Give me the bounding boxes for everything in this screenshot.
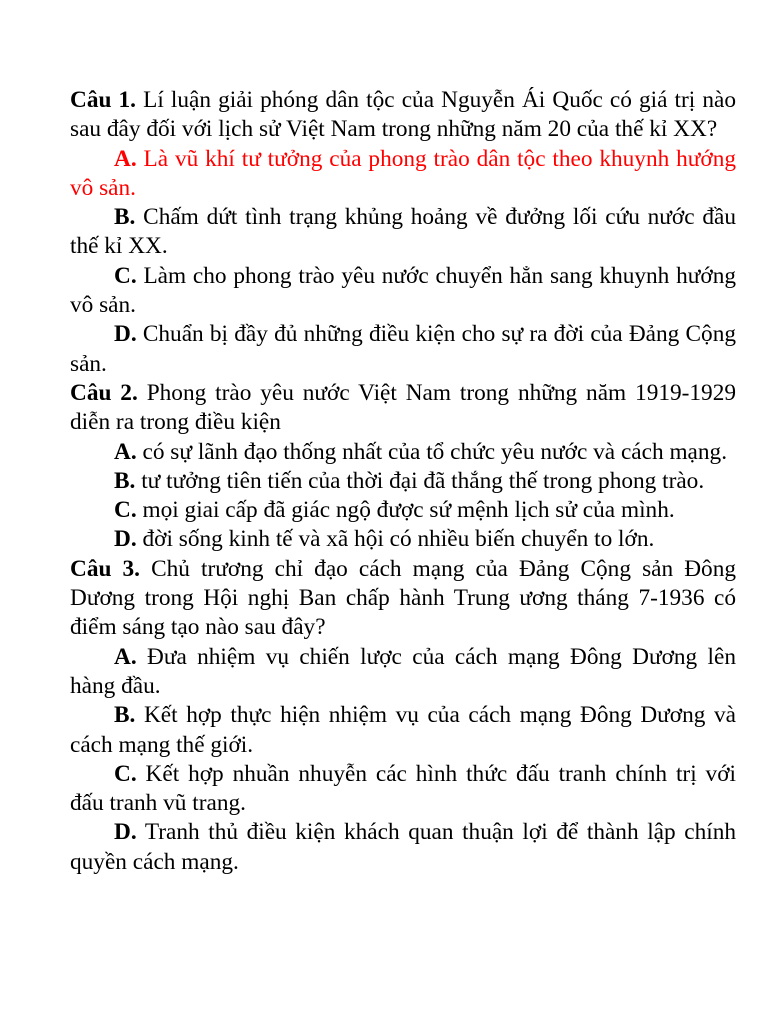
question-3-label: Câu 3. — [70, 555, 140, 582]
question-1-option-b — [70, 203, 736, 262]
option-letter: D. — [114, 819, 137, 846]
option-text: Đưa nhiệm vụ chiến lược của cách mạng Đông Dương lên hàng đầu. — [70, 643, 736, 699]
option-letter: A. — [114, 145, 137, 172]
option-text: mọi giai cấp đã giác ngộ được sứ mệnh lịch sử của mình. — [142, 497, 675, 524]
option-letter: A. — [114, 643, 137, 670]
option-text: tư tưởng tiên tiến của thời đại đã thắng thế trong phong trào. — [141, 467, 705, 494]
question-2-option-c — [70, 496, 736, 525]
question-1 — [70, 86, 736, 379]
option-letter: B. — [114, 204, 136, 231]
question-3-option-c — [70, 760, 736, 819]
option-text: Kết hợp thực hiện nhiệm vụ của cách mạng Đông Dương và cách mạng thế giới. — [70, 702, 736, 758]
question-3-stem — [70, 555, 736, 643]
option-letter: A. — [114, 438, 137, 465]
option-text: đời sống kinh tế và xã hội có nhiều biến chuyển to lớn. — [142, 526, 655, 553]
option-letter: C. — [114, 497, 137, 524]
option-letter: D. — [114, 321, 137, 348]
question-1-label: Câu 1. — [70, 87, 136, 113]
option-text: Kết hợp nhuần nhuyễn các hình thức đấu tranh chính trị với đấu tranh vũ trang. — [70, 760, 736, 817]
question-1-option-c — [70, 262, 736, 321]
question-2-stem — [70, 379, 736, 438]
option-text: Chuẩn bị đầy đủ những điều kiện cho sự ra đời của Đảng Cộng sản. — [70, 321, 737, 377]
option-letter: C. — [114, 760, 137, 787]
question-3 — [70, 555, 736, 877]
question-2-label: Câu 2. — [70, 379, 138, 406]
question-2-option-b — [70, 467, 736, 496]
question-2 — [70, 379, 736, 555]
question-1-text: Lí luận giải phóng dân tộc của Nguyễn Ái Quốc có giá trị nào sau đây đối với lịch sử Việt Nam trong những năm 20 của thế kỉ XX? — [70, 87, 736, 143]
option-text: Là vũ khí tư tưởng của phong trào dân tộc theo khuynh hướng vô sản. — [70, 145, 737, 201]
question-3-option-d — [70, 818, 736, 877]
option-text: Làm cho phong trào yêu nước chuyển hẳn sang khuynh hướng vô sản. — [70, 262, 736, 319]
question-3-option-b — [70, 701, 736, 760]
question-3-text: Chủ trương chỉ đạo cách mạng của Đảng Cộng sản Đông Dương trong Hội nghị Ban chấp hành Trung ương tháng 7-1936 có điểm sáng tạo nào sau đây? — [70, 555, 736, 641]
question-1-option-a — [70, 145, 736, 204]
option-text: Tranh thủ điều kiện khách quan thuận lợi để thành lập chính quyền cách mạng. — [70, 819, 736, 875]
option-text: có sự lãnh đạo thống nhất của tổ chức yêu nước và cách mạng. — [142, 438, 728, 465]
question-2-option-a — [70, 438, 736, 467]
question-3-option-a — [70, 643, 736, 702]
document-page — [70, 86, 736, 877]
option-letter: D. — [114, 526, 137, 553]
question-2-text: Phong trào yêu nước Việt Nam trong những năm 1919-1929 diễn ra trong điều kiện — [70, 379, 736, 436]
question-1-option-d — [70, 320, 736, 379]
option-text: Chấm dứt tình trạng khủng hoảng về đưởng lối cứu nước đầu thế kỉ XX. — [70, 204, 736, 260]
option-letter: C. — [114, 262, 137, 289]
question-2-option-d — [70, 525, 736, 554]
question-1-stem — [70, 86, 736, 145]
option-letter: B. — [114, 467, 136, 494]
option-letter: B. — [114, 702, 136, 729]
